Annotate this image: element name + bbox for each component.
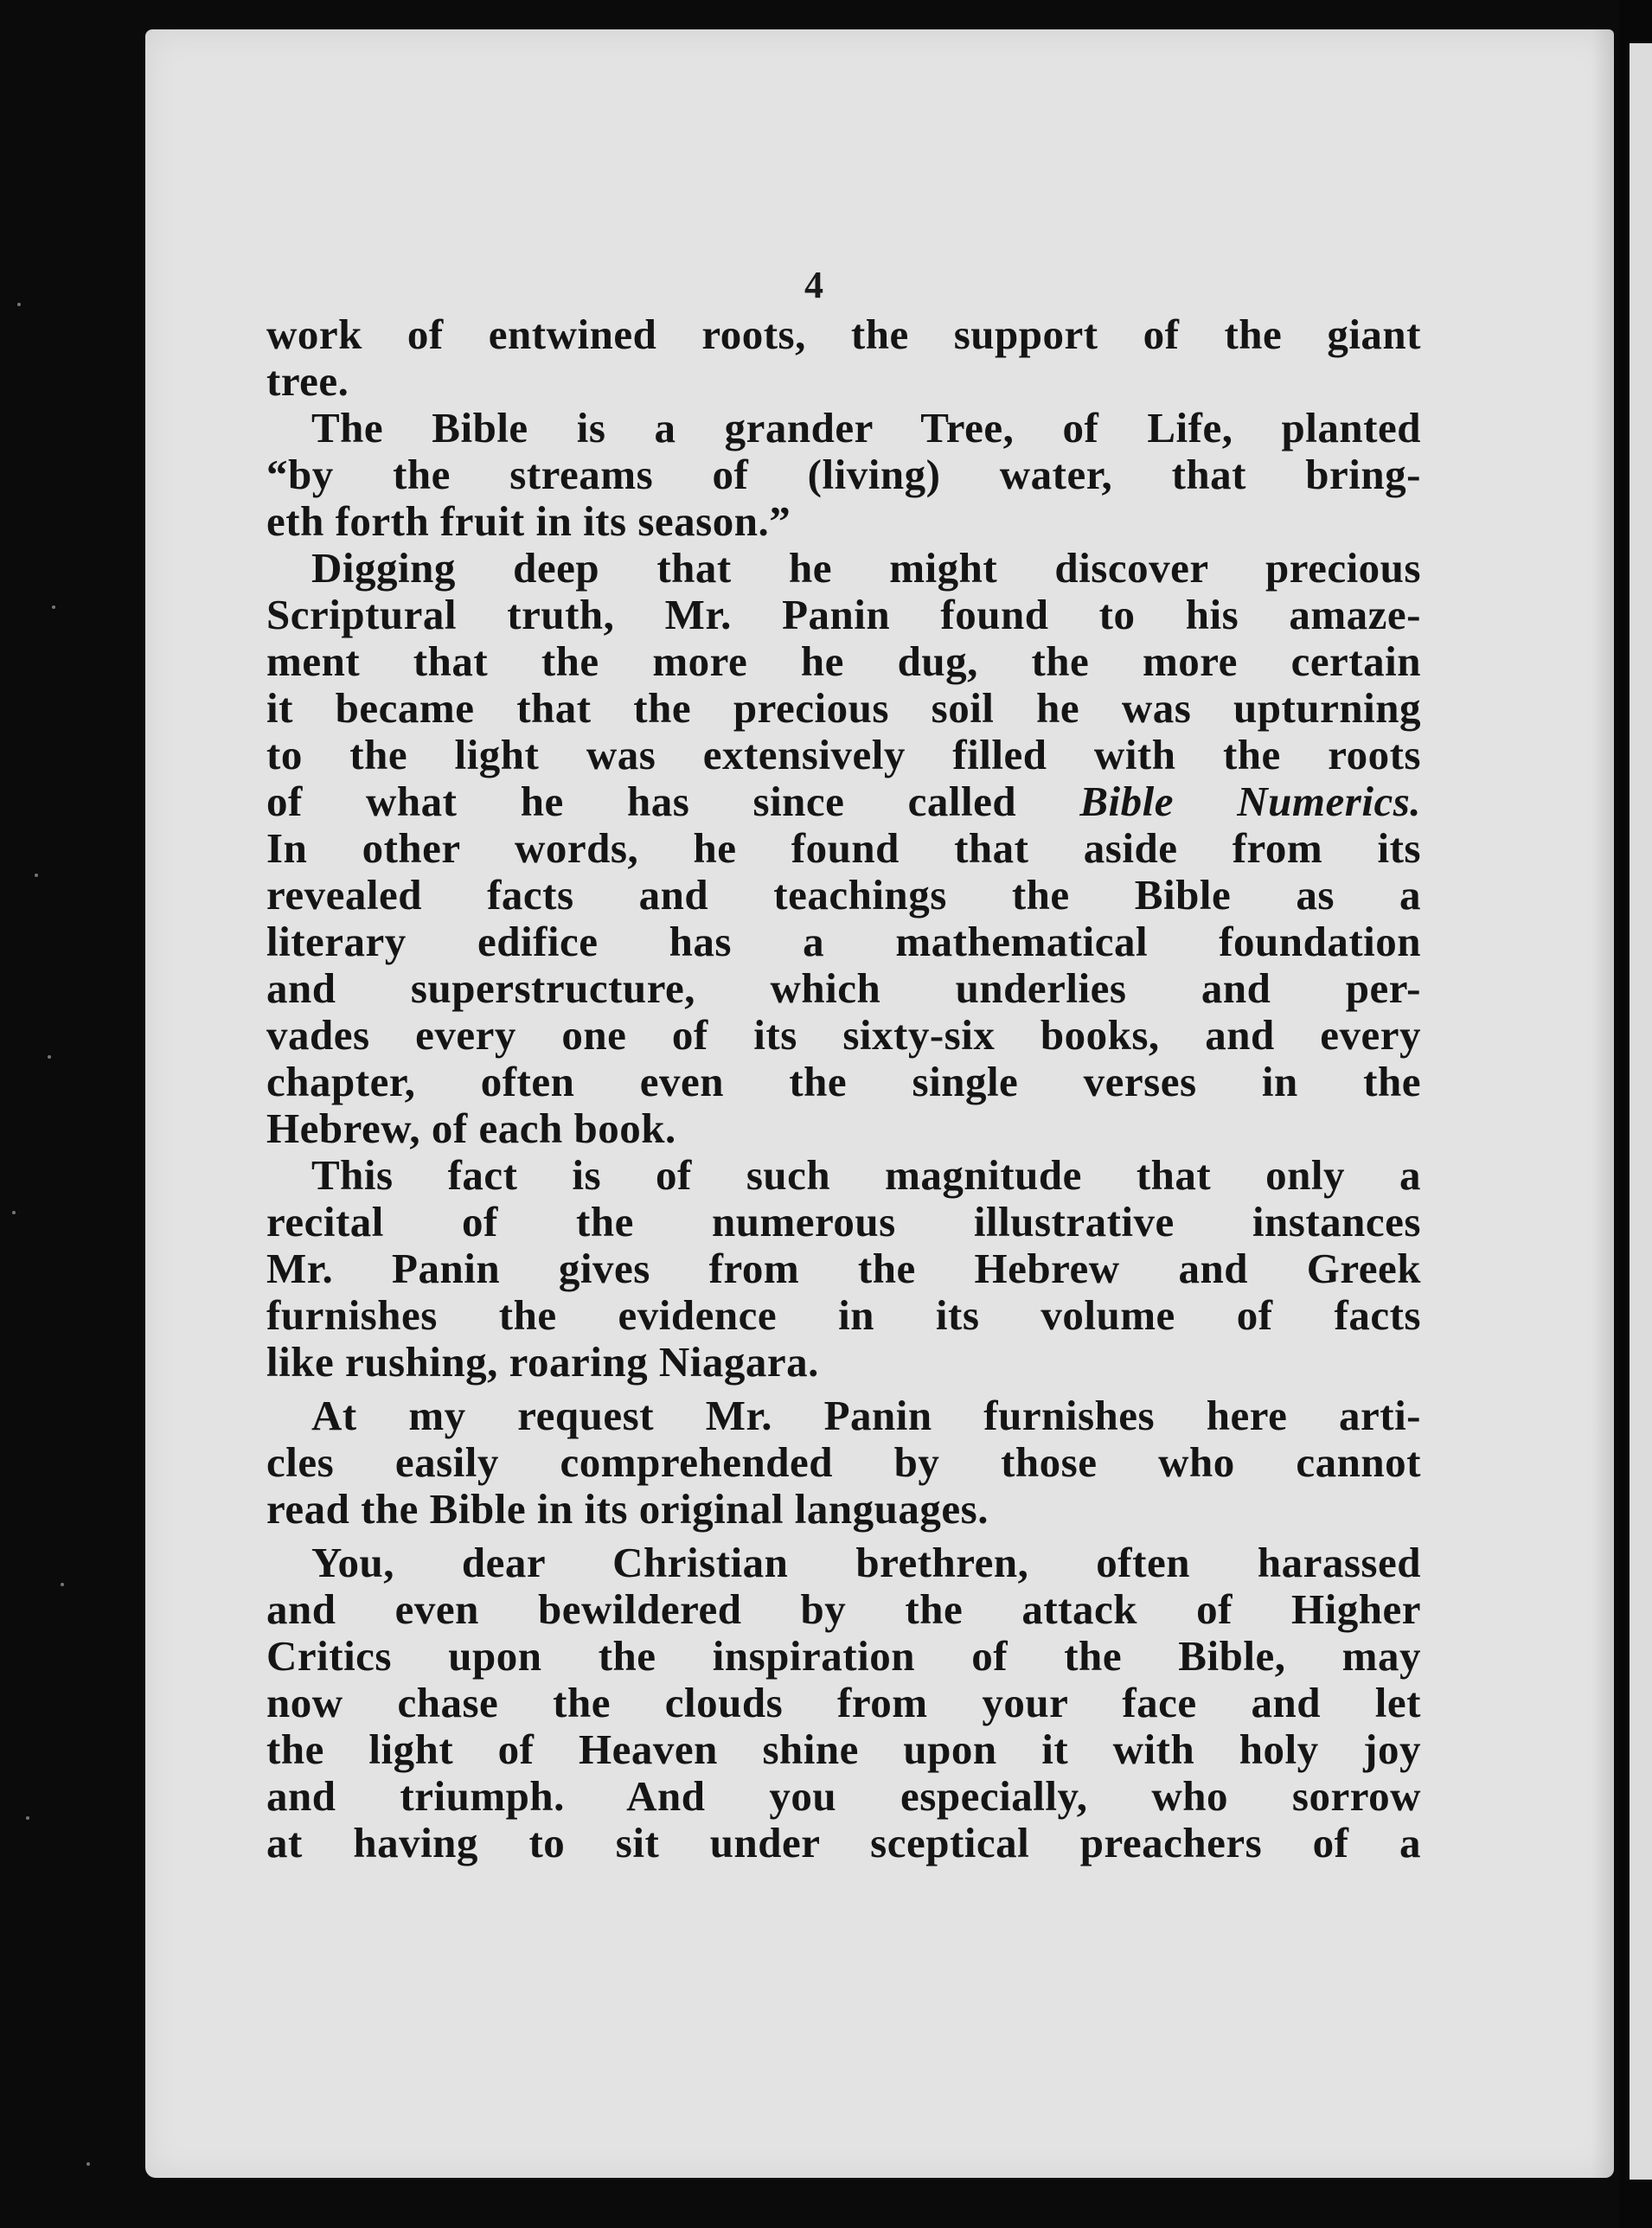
text-line: cles easily comprehended by those who cannot: [266, 1438, 1421, 1486]
italic-term: Bible Numerics.: [1079, 778, 1422, 825]
text-line: This fact is of such magnitude that only a: [311, 1151, 1421, 1199]
page-shadow: [1591, 29, 1614, 2178]
page-number: 4: [804, 264, 823, 306]
text-line: “by the streams of (living) water, that bring-: [266, 451, 1421, 498]
scan-speck: [26, 1816, 29, 1820]
text-line: recital of the numerous illustrative instances: [266, 1198, 1421, 1245]
text-line: Mr. Panin gives from the Hebrew and Greek: [266, 1245, 1421, 1292]
text-line: and even bewildered by the attack of Higher: [266, 1585, 1421, 1633]
text-line: Hebrew, of each book.: [266, 1104, 676, 1152]
text-line: of what he has since called Bible Numerics.: [266, 778, 1422, 825]
text-line: furnishes the evidence in its volume of facts: [266, 1291, 1421, 1339]
book-page: [145, 29, 1614, 2178]
adjacent-page-edge: [1630, 43, 1652, 2180]
text-line: read the Bible in its original languages.: [266, 1485, 989, 1533]
text-line: You, dear Christian brethren, often harassed: [311, 1539, 1421, 1586]
text-line: eth forth fruit in its season.”: [266, 497, 791, 545]
text-line: Scriptural truth, Mr. Panin found to his amaze-: [266, 591, 1421, 638]
text-line: Digging deep that he might discover precious: [311, 544, 1421, 592]
text-line: the light of Heaven shine upon it with holy joy: [266, 1725, 1421, 1773]
text-line: it became that the precious soil he was upturning: [266, 684, 1421, 732]
scan-speck: [12, 1211, 16, 1214]
text-line: literary edifice has a mathematical foundation: [266, 918, 1421, 965]
text-line: like rushing, roaring Niagara.: [266, 1338, 819, 1386]
text-line: tree.: [266, 357, 349, 405]
text-line: The Bible is a grander Tree, of Life, planted: [311, 404, 1421, 451]
text-line: and triumph. And you especially, who sorrow: [266, 1772, 1421, 1820]
text-line: now chase the clouds from your face and let: [266, 1679, 1421, 1726]
scan-speck: [86, 2162, 90, 2166]
text-line: vades every one of its sixty-six books, and every: [266, 1011, 1421, 1059]
body-text: [266, 311, 1421, 1866]
text-line: revealed facts and teachings the Bible as a: [266, 871, 1421, 919]
scan-speck: [61, 1583, 64, 1586]
text-line: at having to sit under sceptical preachers of a: [266, 1819, 1421, 1866]
text-line: work of entwined roots, the support of the giant: [266, 311, 1421, 358]
scan-speck: [17, 303, 21, 306]
text-line: to the light was extensively filled with the roots: [266, 731, 1421, 778]
scan-speck: [52, 605, 55, 609]
text-line: Critics upon the inspiration of the Bible, may: [266, 1632, 1421, 1680]
text-line: In other words, he found that aside from its: [266, 824, 1421, 872]
text-line: chapter, often even the single verses in the: [266, 1058, 1421, 1105]
scan-speck: [35, 874, 38, 877]
text-line: At my request Mr. Panin furnishes here arti-: [311, 1392, 1421, 1439]
text-line: and superstructure, which underlies and per-: [266, 964, 1421, 1012]
scan-speck: [48, 1055, 51, 1059]
text-line: ment that the more he dug, the more certain: [266, 637, 1421, 685]
